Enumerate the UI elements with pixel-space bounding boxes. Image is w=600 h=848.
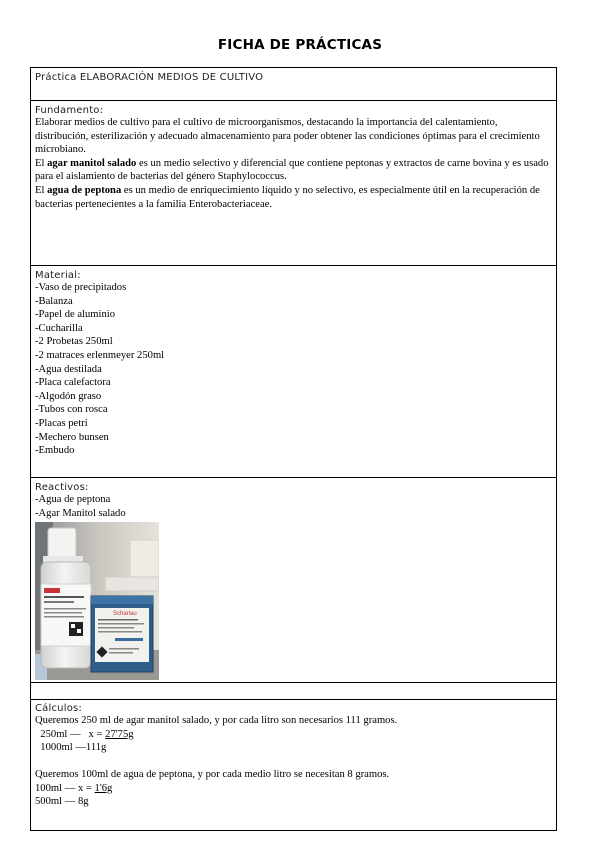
agar-manitol-term: agar manitol salado (47, 157, 137, 169)
calc-line-5: 100ml — x = 1'6g (35, 782, 113, 794)
agua-peptona-term: agua de peptona (47, 184, 122, 196)
calc-line-1: Queremos 250 ml de agar manitol salado, y por cada litro son necesarios 111 gramos. (35, 715, 398, 727)
list-item: -Vaso de precipitados (35, 282, 127, 293)
calc-line-2: 250ml — x = 27'75g (35, 728, 134, 740)
calc-result-peptona: 1'6g (94, 782, 113, 794)
list-item: -Algodón graso (35, 390, 102, 402)
reactivos-list (35, 493, 552, 520)
practice-row (31, 68, 557, 101)
list-item: -Agua destilada (35, 363, 102, 375)
calc-line-4: Queremos 100ml de agua de peptona, y por cada medio litro se necesitan 8 gramos. (35, 768, 390, 780)
calc-line-3: 1000ml —111g (35, 742, 107, 754)
calc-result-agar: 27'75g (105, 728, 134, 740)
practice-sheet (30, 67, 557, 831)
fundamento-label: Fundamento: (35, 105, 104, 116)
list-item: -Agar Manitol salado (35, 507, 126, 519)
brand-label: Scharlau (113, 611, 137, 618)
fundamento-paragraph-3: El agua de peptona es un medio de enriquecimiento líquido y no selectivo, es especialmente útil en la recuperación de bacterias pertenecientes a la familia Enterobacteriaceae. (35, 184, 540, 210)
list-item: -Cucharilla (35, 322, 83, 334)
fundamento-text (35, 116, 552, 211)
list-item: -2 Probetas 250ml (35, 336, 113, 348)
material-row (31, 266, 557, 478)
calculos-text (35, 714, 552, 809)
reagents-photo (35, 522, 159, 680)
list-item: -Tubos con rosca (35, 404, 108, 416)
calc-line-6: 500ml — 8g (35, 796, 89, 808)
list-item: -Balanza (35, 295, 73, 307)
list-item: -2 matraces erlenmeyer 250ml (35, 349, 165, 361)
list-item: -Agua de peptona (35, 494, 111, 505)
calculos-row (31, 700, 557, 831)
material-list (35, 281, 552, 458)
calculos-label: Cálculos: (35, 703, 83, 715)
blank-row (31, 683, 557, 700)
list-item: -Mechero bunsen (35, 431, 109, 443)
reactivos-label: Reactivos: (35, 482, 89, 493)
fundamento-row (31, 101, 557, 266)
list-item: -Embudo (35, 445, 75, 457)
list-item: -Placa calefactora (35, 377, 111, 389)
fundamento-paragraph-2: El agar manitol salado es un medio selectivo y diferencial que contiene peptonas y extractos de carne bovina y es usado para el aislamiento de bacterias del género Staphylococcus. (35, 157, 549, 183)
material-label: Material: (35, 270, 81, 281)
page-title: FICHA DE PRÁCTICAS (217, 37, 383, 53)
list-item: -Placas petri (35, 417, 88, 429)
reagents-photo-illustration (35, 522, 159, 680)
list-item: -Papel de aluminio (35, 309, 116, 321)
reactivos-row (31, 478, 557, 683)
practice-name: Práctica ELABORACIÓN MEDIOS DE CULTIVO (35, 72, 264, 83)
fundamento-paragraph-1: Elaborar medios de cultivo para el cultivo de microorganismos, destacando la importancia del calentamiento, distribución, esterilización y adecuado almacenamiento para poder obtener las condiciones óptimas para el crecimiento microbiano. (35, 117, 540, 156)
